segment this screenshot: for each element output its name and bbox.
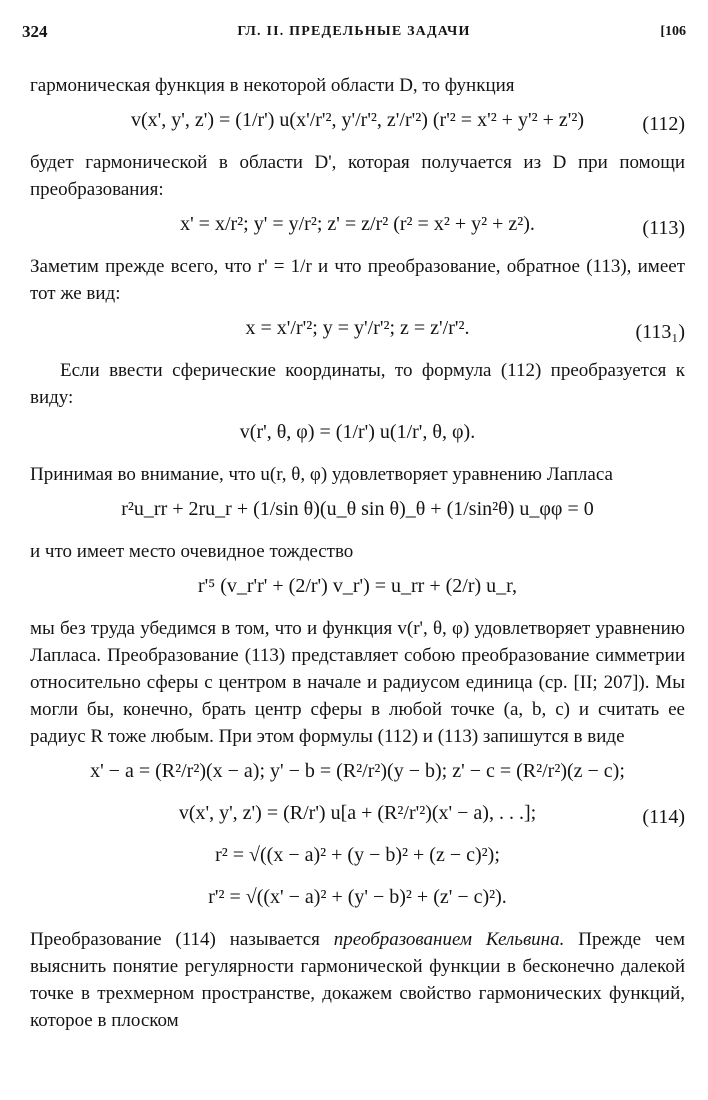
equation-114-line2 bbox=[30, 800, 685, 834]
equation-formula: r² = √((x − a)² + (y − b)² + (z − c)²); bbox=[215, 844, 500, 866]
equation-formula: r'⁵ (v_r'r' + (2/r') v_r') = u_rr + (2/r) u_r, bbox=[197, 575, 518, 597]
equation-identity bbox=[30, 573, 685, 607]
equation-formula: r'² = √((x' − a)² + (y' − b)² + (z' − c)²). bbox=[208, 886, 507, 908]
equation-number: (113) bbox=[642, 217, 685, 239]
paragraph: Принимая во внимание, что u(r, θ, φ) удовлетворяет уравнению Лапласа bbox=[30, 464, 613, 485]
equation-formula: v(x', y', z') = (R/r') u[a + (R²/r'²)(x' − a), . . .]; bbox=[178, 802, 537, 824]
equation-number: (114) bbox=[642, 806, 685, 828]
equation-number: (112) bbox=[642, 113, 685, 135]
equation-formula: v(x', y', z') = (1/r') u(x'/r'², y'/r'², z'/r'²) (r'² = x'² + y'² + z'²) bbox=[131, 109, 584, 131]
paragraph: и что имеет место очевидное тождество bbox=[30, 541, 354, 562]
equation-spherical bbox=[30, 419, 685, 453]
equation-formula: x = x'/r'²; y = y'/r'²; z = z'/r'². bbox=[245, 317, 470, 339]
paragraph-text: Преобразование (114) называется bbox=[30, 929, 320, 950]
page-number: 324 bbox=[22, 22, 48, 41]
equation-formula: r²u_rr + 2ru_r + (1/sin θ)(u_θ sin θ)_θ + (1/sin²θ) u_φφ = 0 bbox=[121, 498, 594, 520]
paragraph: Если ввести сферические координаты, то формула (112) преобразуется к виду: bbox=[30, 360, 685, 408]
equation-114-line3 bbox=[30, 842, 685, 876]
paragraph: будет гармонической в области D', которая получается из D при помощи преобразования: bbox=[30, 152, 685, 200]
equation-114-line1 bbox=[30, 758, 685, 792]
equation-formula: x' = x/r²; y' = y/r²; z' = z/r² (r² = x² + y² + z²). bbox=[180, 213, 535, 235]
equation-laplace bbox=[30, 496, 685, 530]
equation-113-1 bbox=[30, 315, 685, 349]
equation-114-line4 bbox=[30, 884, 685, 918]
equation-formula: v(r', θ, φ) = (1/r') u(1/r', θ, φ). bbox=[239, 421, 476, 443]
paragraph bbox=[30, 926, 685, 1034]
paragraph: Заметим прежде всего, что r' = 1/r и что преобразование, обратное (113), имеет тот же вид: bbox=[30, 256, 685, 304]
equation-number: (113₁) bbox=[635, 321, 685, 343]
page-header bbox=[22, 22, 686, 48]
defined-term: преобразованием Кельвина. bbox=[333, 929, 565, 950]
equation-112 bbox=[30, 107, 685, 141]
page-body bbox=[30, 72, 685, 1034]
paragraph-text: Прежде чем выяснить понятие регулярности гармонической функции в бесконечно далекой точке в трехмерном пространстве, докажем свойство гармонических функций, которое в плоском bbox=[30, 929, 685, 1031]
paragraph: гармоническая функция в некоторой области D, то функция bbox=[30, 75, 515, 96]
section-number: [106 bbox=[660, 24, 686, 39]
running-title: ГЛ. II. ПРЕДЕЛЬНЫЕ ЗАДАЧИ bbox=[237, 24, 471, 39]
equation-113 bbox=[30, 211, 685, 245]
equation-formula: x' − a = (R²/r²)(x − a); y' − b = (R²/r²)(y − b); z' − c = (R²/r²)(z − c); bbox=[90, 760, 625, 782]
paragraph: мы без труда убедимся в том, что и функция v(r', θ, φ) удовлетворяет уравнению Лапласа. Преобразование (113) представляет собою преобразование симметрии относительно сферы с центром в начале и радиусом единица (ср. [II; 207]). Мы могли бы, конечно, брать центр сферы в любой точке (a, b, c) и считать ее радиус R тоже любым. При этом формулы (112) и (113) запишутся в виде bbox=[30, 618, 685, 747]
